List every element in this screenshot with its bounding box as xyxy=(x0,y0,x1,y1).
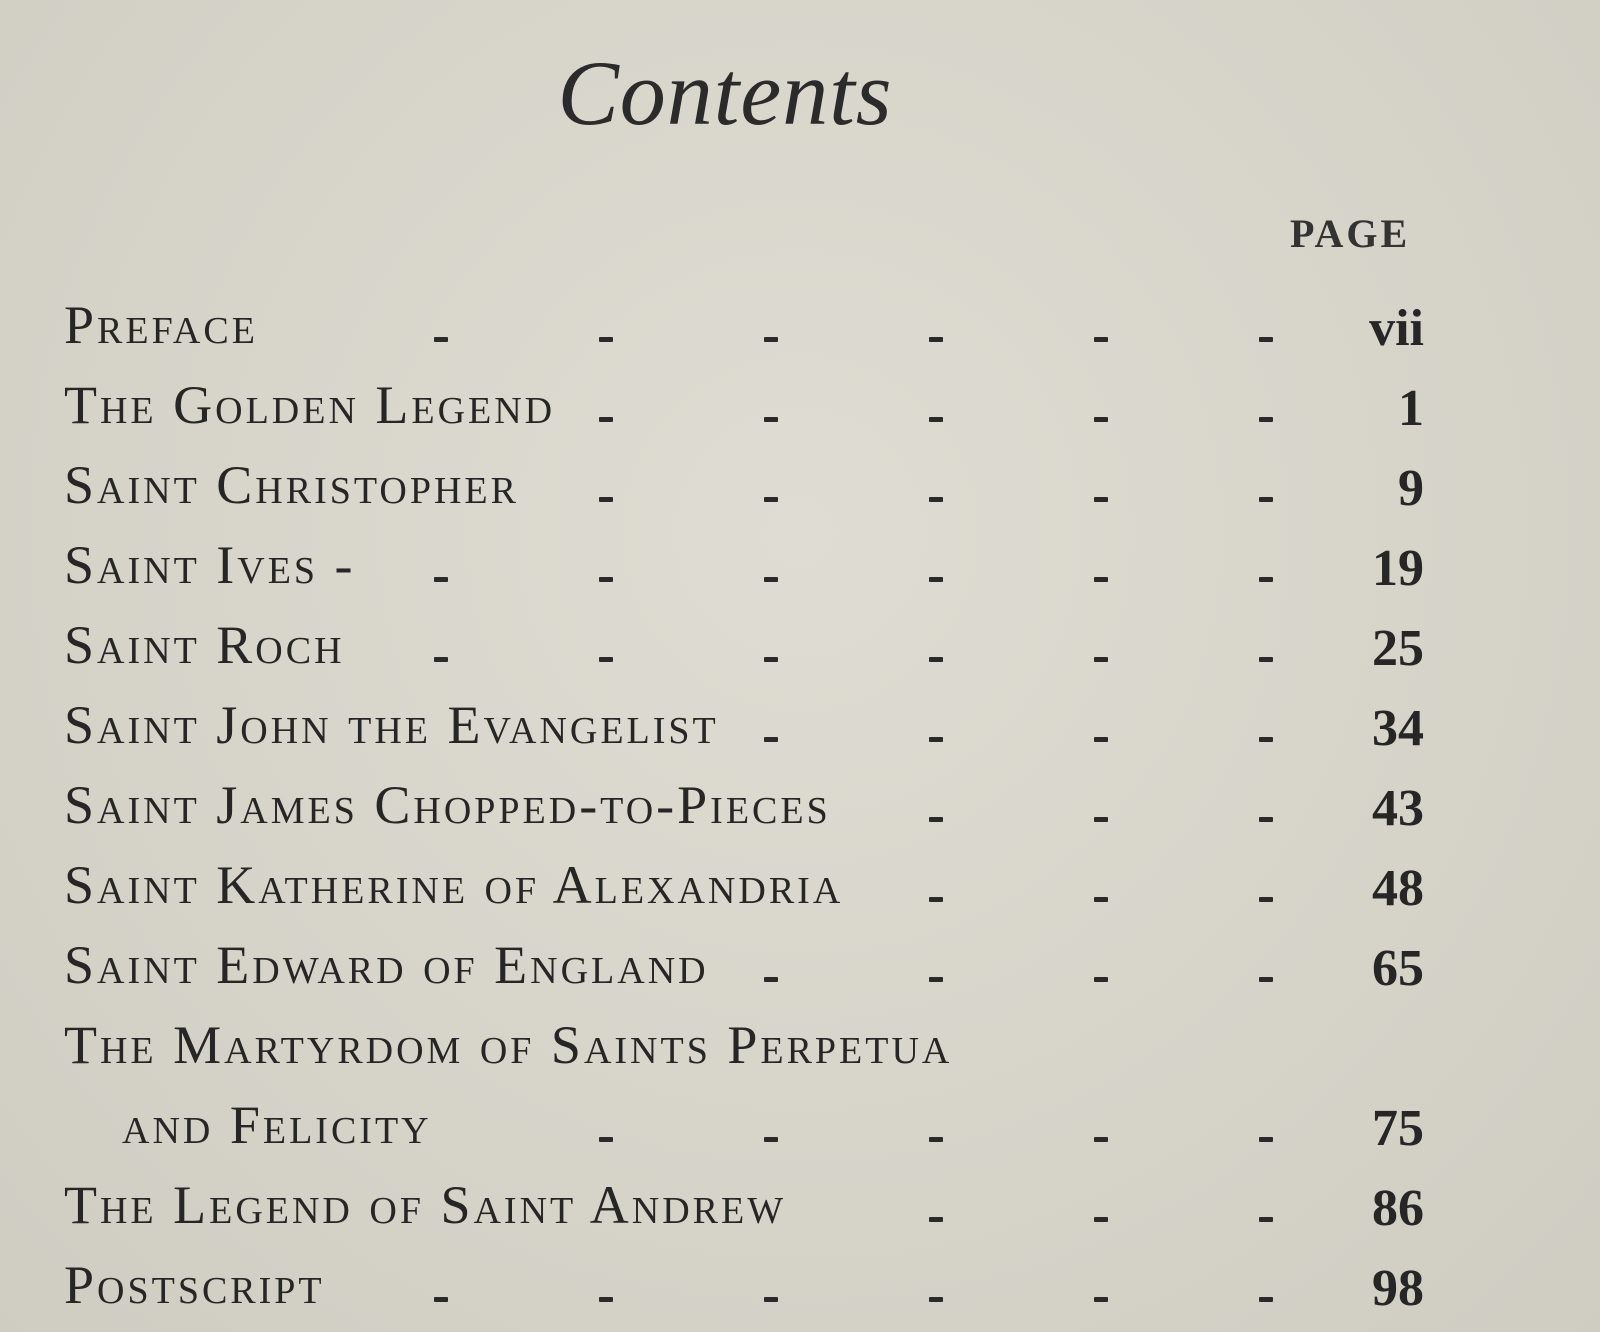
leader-dash xyxy=(764,1297,778,1302)
toc-entry-title: Saint James Chopped-to-Pieces xyxy=(64,775,831,835)
leader-dash xyxy=(1094,657,1108,662)
leader-dash xyxy=(599,497,613,502)
toc-entry-saint-john xyxy=(64,682,1464,762)
toc-entry-page: 43 xyxy=(1372,780,1424,837)
toc-entry-saint-christopher xyxy=(64,442,1464,522)
leader-dash xyxy=(1094,417,1108,422)
leader-dash xyxy=(764,497,778,502)
toc-entry-title: Saint Ives - xyxy=(64,535,356,595)
toc-entry-title: Saint John the Evangelist xyxy=(64,695,719,755)
leader-dash xyxy=(1259,417,1273,422)
leader-dash xyxy=(764,977,778,982)
leader-dash xyxy=(599,657,613,662)
leader-dash xyxy=(1094,1297,1108,1302)
toc-entry-martyrdom-continued xyxy=(64,1082,1464,1162)
toc-entry-preface xyxy=(64,282,1464,362)
leader-dash xyxy=(434,657,448,662)
leader-dash xyxy=(1094,897,1108,902)
leader-dash xyxy=(1259,897,1273,902)
table-of-contents xyxy=(64,282,1464,1322)
toc-entry-page: 98 xyxy=(1372,1260,1424,1317)
leader-dash xyxy=(764,337,778,342)
leader-dash xyxy=(599,1137,613,1142)
toc-entry-page: 19 xyxy=(1372,540,1424,597)
leader-dash xyxy=(434,1297,448,1302)
leader-dash xyxy=(1259,1217,1273,1222)
toc-entry-golden-legend xyxy=(64,362,1464,442)
leader-dash xyxy=(929,497,943,502)
leader-dash xyxy=(599,337,613,342)
toc-entry-title: Saint Edward of England xyxy=(64,935,709,995)
leader-dash xyxy=(1259,497,1273,502)
leader-dash xyxy=(764,1137,778,1142)
leader-dash xyxy=(929,417,943,422)
toc-entry-title: The Golden Legend xyxy=(64,375,556,435)
leader-dash xyxy=(1094,1217,1108,1222)
leader-dash xyxy=(1259,577,1273,582)
leader-dash xyxy=(434,577,448,582)
toc-entry-title: Saint Christopher xyxy=(64,455,519,515)
toc-entry-saint-roch xyxy=(64,602,1464,682)
toc-entry-page: 9 xyxy=(1398,460,1424,517)
leader-dash xyxy=(1094,577,1108,582)
leader-dash xyxy=(929,817,943,822)
toc-entry-page: 65 xyxy=(1372,940,1424,997)
leader-dash xyxy=(764,417,778,422)
leader-dash xyxy=(929,737,943,742)
leader-dash xyxy=(929,977,943,982)
toc-entry-title: The Martyrdom of Saints Perpetua xyxy=(64,1015,953,1075)
leader-dash xyxy=(599,1297,613,1302)
toc-entry-title: The Legend of Saint Andrew xyxy=(64,1175,787,1235)
leader-dash xyxy=(929,337,943,342)
leader-dash xyxy=(1094,817,1108,822)
toc-entry-saint-ives xyxy=(64,522,1464,602)
toc-entry-saint-andrew xyxy=(64,1162,1464,1242)
leader-dash xyxy=(1094,1137,1108,1142)
leader-dash xyxy=(764,577,778,582)
toc-entry-page: 86 xyxy=(1372,1180,1424,1237)
leader-dash xyxy=(599,577,613,582)
leader-dash xyxy=(1259,1137,1273,1142)
toc-entry-page: 34 xyxy=(1372,700,1424,757)
toc-entry-page: 25 xyxy=(1372,620,1424,677)
leader-dash xyxy=(1094,497,1108,502)
toc-entry-saint-edward xyxy=(64,922,1464,1002)
leader-dash xyxy=(929,897,943,902)
toc-entry-martyrdom xyxy=(64,1002,1464,1082)
toc-entry-title: Preface xyxy=(64,295,258,355)
leader-dash xyxy=(929,1137,943,1142)
page-title: Contents xyxy=(557,42,893,144)
leader-dash xyxy=(1259,337,1273,342)
leader-dash xyxy=(1094,977,1108,982)
toc-entry-saint-katherine xyxy=(64,842,1464,922)
toc-entry-postscript xyxy=(64,1242,1464,1322)
leader-dash xyxy=(929,1297,943,1302)
toc-entry-title: Saint Katherine of Alexandria xyxy=(64,855,844,915)
leader-dash xyxy=(434,337,448,342)
toc-entry-title: Postscript xyxy=(64,1255,325,1315)
leader-dash xyxy=(929,657,943,662)
leader-dash xyxy=(1259,1297,1273,1302)
toc-entry-page: 1 xyxy=(1398,380,1424,437)
leader-dash xyxy=(1259,737,1273,742)
toc-entry-page: 48 xyxy=(1372,860,1424,917)
toc-entry-page: 75 xyxy=(1372,1100,1424,1157)
leader-dash xyxy=(764,737,778,742)
leader-dash xyxy=(764,657,778,662)
leader-dash xyxy=(1259,977,1273,982)
leader-dash xyxy=(1094,737,1108,742)
toc-entry-saint-james xyxy=(64,762,1464,842)
leader-dash xyxy=(599,417,613,422)
leader-dash xyxy=(1259,657,1273,662)
toc-entry-title: and Felicity xyxy=(122,1095,432,1155)
leader-dash xyxy=(929,1217,943,1222)
leader-dash xyxy=(1259,817,1273,822)
leader-dash xyxy=(1094,337,1108,342)
toc-entry-page: vii xyxy=(1369,300,1424,357)
leader-dash xyxy=(929,577,943,582)
page-column-label: PAGE xyxy=(1290,211,1411,256)
toc-entry-title: Saint Roch xyxy=(64,615,345,675)
